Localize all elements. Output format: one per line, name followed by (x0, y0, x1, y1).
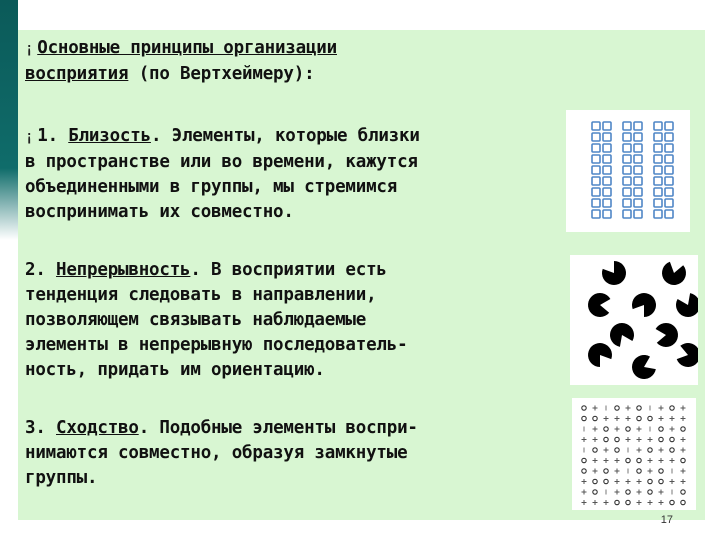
principle-proximity (25, 124, 420, 225)
continuity-illustration (570, 255, 698, 385)
proximity-illustration (566, 110, 690, 232)
similarity-illustration (572, 398, 696, 510)
item-text: объединенными в группы, мы стремимся (25, 177, 398, 197)
item-number: 1. (37, 126, 69, 146)
symbol-grid-icon (572, 398, 696, 510)
item-text: воспринимать их совместно. (25, 202, 294, 222)
item-number: 3. (25, 418, 57, 438)
slide-heading (25, 36, 337, 87)
illusory-hexagon-icon (570, 255, 698, 385)
item-text: тенденция следовать в направлении, (25, 285, 377, 305)
accent-band (0, 0, 18, 240)
item-text: ность, придать им ориентацию. (25, 360, 325, 380)
item-text: элементы в непрерывную последователь- (25, 335, 408, 355)
item-term: Непрерывность (56, 260, 191, 280)
item-text: . Элементы, которые близки (150, 126, 420, 146)
bullet-icon: ¡ (25, 41, 34, 57)
heading-line1: Основные принципы организации (37, 38, 337, 58)
item-text: позволяющем связывать наблюдаемые (25, 310, 367, 330)
page-number: 17 (660, 514, 673, 526)
item-text: группы. (25, 468, 98, 488)
item-text: нимаются совместно, образуя замкнутые (25, 443, 408, 463)
item-text: . Подобные элементы воспри- (138, 418, 418, 438)
item-number: 2. (25, 260, 57, 280)
item-term: Близость (68, 126, 151, 146)
heading-line2: (по Вертхеймеру): (128, 64, 315, 84)
item-text: . В восприятии есть (190, 260, 387, 280)
item-text: в пространстве или во времени, кажутся (25, 152, 418, 172)
bullet-icon: ¡ (25, 129, 34, 145)
proximity-grid-icon (566, 110, 690, 232)
principle-continuity (25, 258, 407, 383)
heading-term: восприятия (25, 64, 129, 84)
principle-similarity (25, 416, 418, 491)
item-term: Сходство (56, 418, 139, 438)
